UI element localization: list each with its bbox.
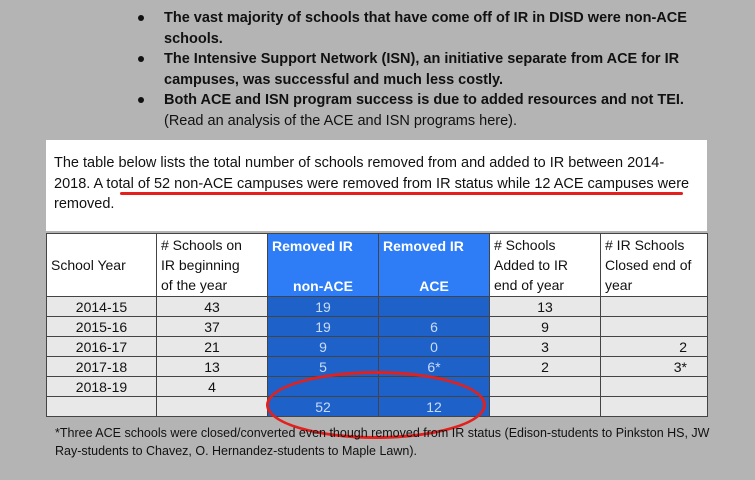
- table-header-row: [47, 234, 708, 297]
- header-closed: # IR Schools Closed end of year: [601, 234, 708, 297]
- header-schools-on-ir: # Schools on IR beginning of the year: [157, 234, 268, 297]
- table-row: 2017-18 13 5 6* 2 3*: [47, 357, 708, 377]
- header-removed-non-ace: Removed IR non-ACE: [268, 234, 379, 297]
- analysis-note: (Read an analysis of the ACE and ISN programs here).: [164, 112, 518, 129]
- table-row: 2015-16 37 19 6 9: [47, 317, 708, 337]
- header-removed-ace: Removed IR ACE: [379, 234, 490, 297]
- bullet-item: Both ACE and ISN program success is due to added resources and not TEI. (Read an analysis of the ACE and ISN programs here).: [136, 90, 736, 131]
- summary-paragraph: The table below lists the total number of schools removed from and added to IR between 2014-2018. A total of 52 non-ACE campuses were removed from IR status while 12 ACE campuses were removed.: [46, 140, 707, 231]
- header-added-to-ir: # Schools Added to IR end of year: [490, 234, 601, 297]
- bullet-list: [136, 8, 736, 131]
- bullet-item: The Intensive Support Network (ISN), an initiative separate from ACE for IR campuses, was successful and much less costly.: [136, 49, 736, 90]
- table-row: 2014-15 43 19 13: [47, 297, 708, 317]
- header-school-year: School Year: [47, 234, 157, 297]
- footnote: *Three ACE schools were closed/converted even though removed from IR status (Edison-students to Pinkston HS, JW Ray-students to Chavez, O. Hernandez-students to Maple Lawn).: [55, 426, 710, 458]
- total-non-ace: 52: [268, 397, 379, 417]
- total-ace: 12: [379, 397, 490, 417]
- bullet-item: The vast majority of schools that have come off of IR in DISD were non-ACE schools.: [136, 8, 736, 49]
- table-row: 2016-17 21 9 0 3 2: [47, 337, 708, 357]
- red-underline-annotation: [120, 192, 683, 195]
- highlighted-text: total of 52 non-ACE campuses were removed from IR status while 12 ACE campuses: [106, 175, 654, 192]
- table-row: 2018-19 4: [47, 377, 708, 397]
